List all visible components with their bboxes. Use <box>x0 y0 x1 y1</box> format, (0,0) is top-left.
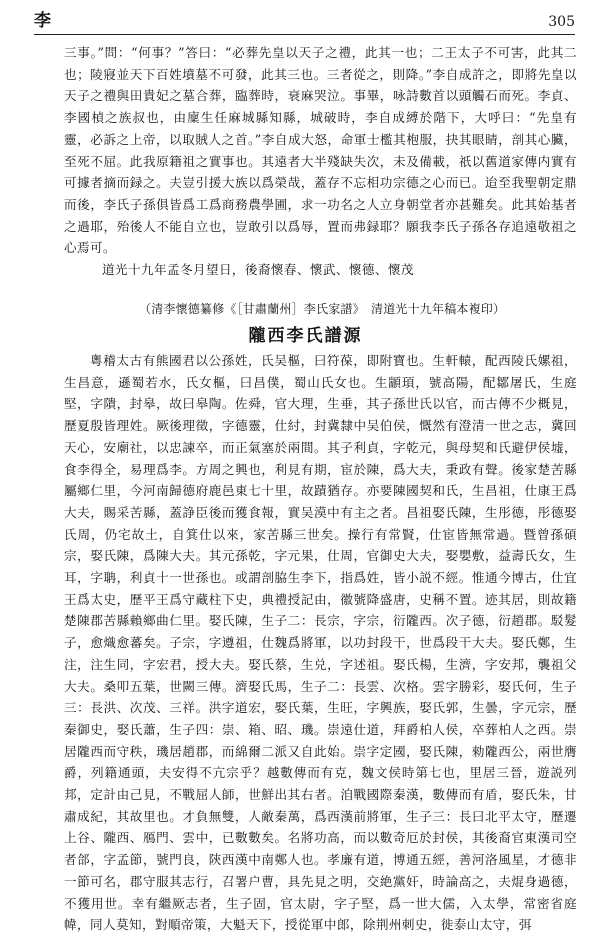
running-header <box>34 10 575 35</box>
running-head-title: 李 <box>34 11 51 31</box>
source-citation: （清李懷德纂修《［甘肅蘭州］李氏家譜》 清道光十九年稿本複印） <box>139 302 506 316</box>
section-title: 隴西李氏譜源 <box>248 326 363 346</box>
preface-paragraph: 三事。”問：“何事？”答曰：“必葬先皇以天子之禮，此其一也；二王太子不可害，此其二也；陵寢並天下百姓墳墓不可發，此其三也。三者從之，則降。”李自成許之，即將先皇以天子之禮與田貴妃之墓合葬，臨葬時，衰麻哭泣。事畢，咏詩數首以頭觸石而死。李貞、李國楨之族叔也，由廩生任麻城縣知縣，城破時，李自成縛於階下，大呼曰：“先皇有靈，必訴之上帝，以取賊人之首。”李自成大怒，命軍士檻其枹服，抉其眼睛，剖其心臟，至死不屈。此我原籍祖之實事也。其遠者大半殘缺失次，未及備載，祇以舊道家傳内實有可據者摘而録之。夫豈引援大族以爲榮哉，蓋存不忘相功宗德之心而已。迨至我聖朝定鼎而後，李氏子孫俱皆爲工爲商務農學圃，求一功名之人立身朝堂者亦甚難矣。此其始基者之過耶，殆後人不能自立也，豈敢引以爲辱，置而弗録耶？願我李氏子孫各存追遠敬祖之心焉可。 <box>64 45 577 256</box>
genealogy-paragraph: 粵稽太古有熊國君以公孫姓，氏吴樞，曰符葆，即附寶也。生軒轅，配西陵氏嫘祖，生昌意，遜蜀若水，氏女樞，曰昌僕，蜀山氏女也。生顓頊，號高陽，配鄒屠氏，生庭堅，字隤，封皋，故曰皋陶。佐舜，官大理，生垂，其子孫世氏以官，而古傳不少概見，歷夏殷皆理姓。厥後理徵，字德靈，仕紂，封冀隸中吴伯侯，慨然有澄清一世之志，冀回天心，安廟社，以忠諫卒，而正氣塞於兩間。其子利貞，字乾元，與母契和氏避伊侯墟，食李得全，易理爲李。方周之興也，利見有期，宦於陳，爲大夫，秉政有聲。後家楚苦縣屬鄉仁里，今河南歸德府鹿邑東七十里，故蹟猶存。亦要陳國契和氏，生昌祖，仕康王爲大夫，賜采苦縣，蓋諍臣後而獲食報，實吴漠中有主之者。昌祖娶氏陳，生彤德，彤德娶氏周，仍宅故土，自箕仕以來，家苦縣三世矣。操行有常賢，仕宦皆無常過。暨曾孫碩宗，娶氏陳，爲陳大夫。其元孫乾，字元果，仕周，官御史大夫，娶嬰敷，益壽氏女，生耳，字聃，利貞十一世孫也。或謂剖脇生李下，指爲姓，皆小説不經。惟通今博古，仕宜王爲太史，歷平王爲守藏柱下史，典禮授記由，徽號降盛唐，史稱不置。迹其居，則故籍楚陳郡苦縣賴鄉曲仁里。娶氏陳，生子二：長宗，字宗，衍隴西。次子德，衍趙郡。駁髮子，愈熾愈蕃矣。子宗，字遵祖，仕魏爲將軍，以功封段干，世爲段干大夫。娶氏鄭，生注，注生同，字宏君，授大夫。娶氏蔡，生兑，字述祖。娶氏楊，生濟，字安邦，襲祖父大夫。桑叩五葉，世闕三傳。濟娶氏馬，生子二：長雲、次格。雲字勝彩，娶氏何，生子三：長洪、次茂、三祥。洪字道宏，娶氏葉，生旺，字興族，娶氏郭，生曇，字元宗，歷秦御史，娶氏蕭，生子四：崇、箱、昭、璣。崇遠仕道，拜爵柏人侯，卒葬柏人之西。崇居隴西而守秩，璣居趙郡，而綿爾二派又自此始。崇字定國，娶氏陳，勑隴西公，兩世膺爵，列籍通頭，夫安得不亢宗乎？越數傳而有克，魏文侯時第七也，里居三晉，遊説列邦，定計由己見，不戰屈人師，世鮮出其右者。洎戰國際秦漢，數傳而有盾，娶氏朱，甘肅成紀，其故里也。才負無雙，人敵秦萬，爲西漢前將軍，生子三：長曰北平太守，歷遷上谷、隴西、鴈門、雲中，已數數矣。名將功高，而以數奇厄於封侯，其後裔官東漢司空者郃，字孟節，號門良，陝西漢中南鄭人也。孝廉有道，博通五經，善河洛風星，才德非一節可名，郡守服其志行，召署户曹，具先見之明，交絶黨奸，時論高之，夫焜身過德，不獲用世。幸有繼厥志者，生子固，官太尉，字子堅，爲一世大儒，入太學，常密省庭幃，同人莫知，對順帝策，大魁天下，授從軍中郎，除荆州刺史，徙泰山太守，弭 <box>64 353 577 933</box>
preface-date-signature: 道光十九年孟冬月望日，後裔懷春、懷武、懷德、懷茂 <box>102 262 414 277</box>
page-number: 305 <box>548 14 575 30</box>
